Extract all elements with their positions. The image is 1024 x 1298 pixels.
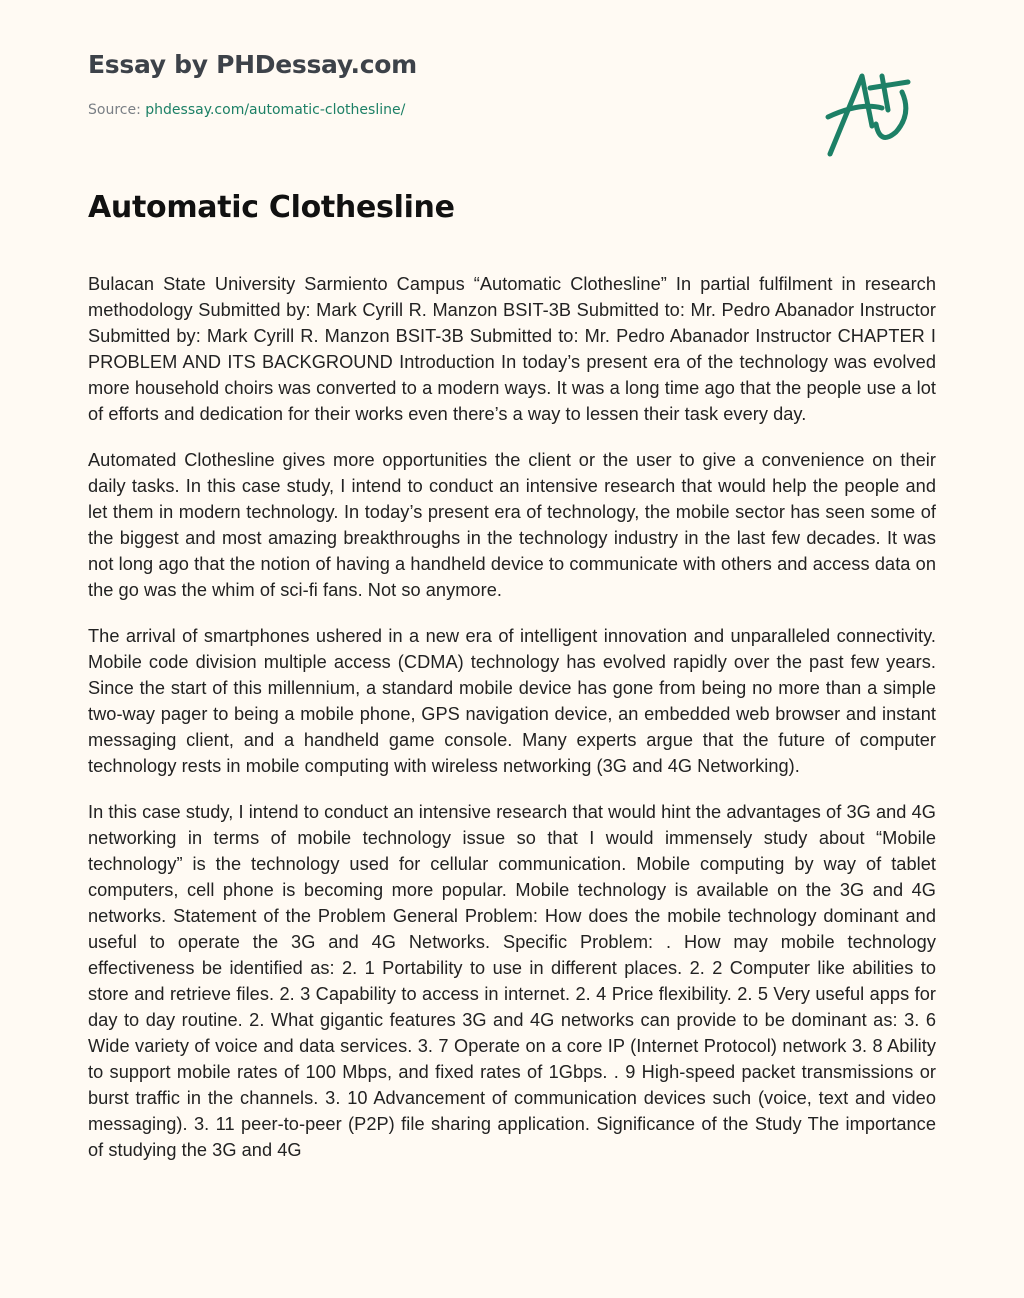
site-brand: Essay by PHDessay.com xyxy=(88,50,417,79)
page-title: Automatic Clothesline xyxy=(88,190,455,225)
source-link[interactable]: phdessay.com/automatic-clothesline/ xyxy=(145,102,406,118)
a-plus-grade-icon xyxy=(820,62,930,162)
paragraph: The arrival of smartphones ushered in a new era of intelligent innovation and unparalleled connectivity. Mobile code division multiple access (CDMA) technology has evolved rapidly over the past few years. Since the start of this millennium, a standard mobile device has gone from being no more than a simple two-way pager to being a mobile phone, GPS navigation device, an embedded web browser and instant messaging client, and a handheld game console. Many experts argue that the future of computer technology rests in mobile computing with wireless networking (3G and 4G Networking). xyxy=(88,626,936,776)
paragraph: In this case study, I intend to conduct an intensive research that would hint the advantages of 3G and 4G networking in terms of mobile technology issue so that I would immensely study about “Mobile technology” is the technology used for cellular communication. Mobile computing by way of tablet computers, cell phone is becoming more popular. Mobile technology is available on the 3G and 4G networks. Statement of the Problem General Problem: How does the mobile technology dominant and useful to operate the 3G and 4G Networks. Specific Problem: . How may mobile technology effectiveness be identified as: 2. 1 Portability to use in different places. 2. 2 Computer like abilities to store and retrieve files. 2. 3 Capability to access in internet. 2. 4 Price flexibility. 2. 5 Very useful apps for day to day routine. 2. What gigantic features 3G and 4G networks can provide to be dominant as: 3. 6 Wide variety of voice and data services. 3. 7 Operate on a core IP (Internet Protocol) network 3. 8 Ability to support mobile rates of 100 Mbps, and fixed rates of 1Gbps. . 9 High-speed packet transmissions or burst traffic in the channels. 3. 10 Advancement of communication devices such (voice, text and video messaging). 3. 11 peer-to-peer (P2P) file sharing application. Significance of the Study The importance of studying the 3G and 4G xyxy=(88,802,936,1160)
essay-body xyxy=(88,271,936,1276)
paragraph: Automated Clothesline gives more opportunities the client or the user to give a convenience on their daily tasks. In this case study, I intend to conduct an intensive research that would help the people and let them in modern technology. In today’s present era of technology, the mobile sector has seen some of the biggest and most amazing breakthroughs in the technology industry in the last few decades. It was not long ago that the notion of having a handheld device to communicate with others and access data on the go was the whim of sci-fi fans. Not so anymore. xyxy=(88,450,936,600)
paragraph: Bulacan State University Sarmiento Campus “Automatic Clothesline” In partial fulfilment in research methodology Submitted by: Mark Cyrill R. Manzon BSIT-3B Submitted to: Mr. Pedro Abanador Instructor Submitted by: Mark Cyrill R. Manzon BSIT-3B Submitted to: Mr. Pedro Abanador Instructor CHAPTER I PROBLEM AND ITS BACKGROUND Introduction In today’s present era of the technology was evolved more household choirs was converted to a modern ways. It was a long time ago that the people use a lot of efforts and dedication for their works even there’s a way to lessen their task every day. xyxy=(88,274,936,424)
source-line xyxy=(88,102,405,118)
source-label: Source: xyxy=(88,102,146,118)
